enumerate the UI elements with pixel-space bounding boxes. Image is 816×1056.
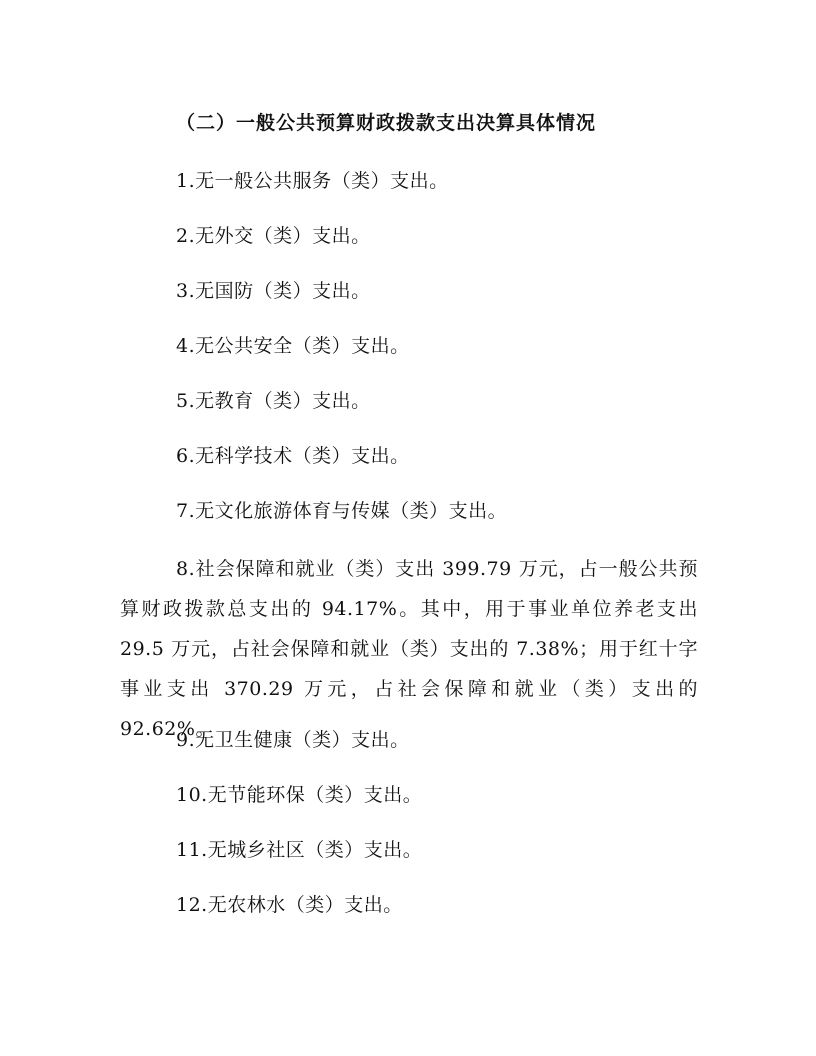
item-10-energy-environment: 10.无节能环保（类）支出。 <box>176 784 423 806</box>
item-9-health: 9.无卫生健康（类）支出。 <box>176 729 410 751</box>
item-1-general-public-services: 1.无一般公共服务（类）支出。 <box>176 170 449 192</box>
item-8-social-security-employment: 8.社会保障和就业（类）支出 399.79 万元，占一般公共预算财政拨款总支出的 94.17%。其中，用于事业单位养老支出 29.5 万元，占社会保障和就业（类）支出的 7.38%；用于红十字事业支出 370.29 万元，占社会保障和就业（类）支出的 92.62%。 <box>120 558 698 740</box>
item-6-science-technology: 6.无科学技术（类）支出。 <box>176 445 410 467</box>
item-3-national-defense: 3.无国防（类）支出。 <box>176 280 371 302</box>
item-4-public-security: 4.无公共安全（类）支出。 <box>176 335 410 357</box>
item-12-agriculture-forestry-water: 12.无农林水（类）支出。 <box>176 894 403 916</box>
item-11-urban-rural-community: 11.无城乡社区（类）支出。 <box>176 839 423 861</box>
item-2-foreign-affairs: 2.无外交（类）支出。 <box>176 225 371 247</box>
item-5-education: 5.无教育（类）支出。 <box>176 390 371 412</box>
item-7-culture-tourism-sports-media: 7.无文化旅游体育与传媒（类）支出。 <box>176 500 508 522</box>
section-heading: （二）一般公共预算财政拨款支出决算具体情况 <box>176 112 597 134</box>
